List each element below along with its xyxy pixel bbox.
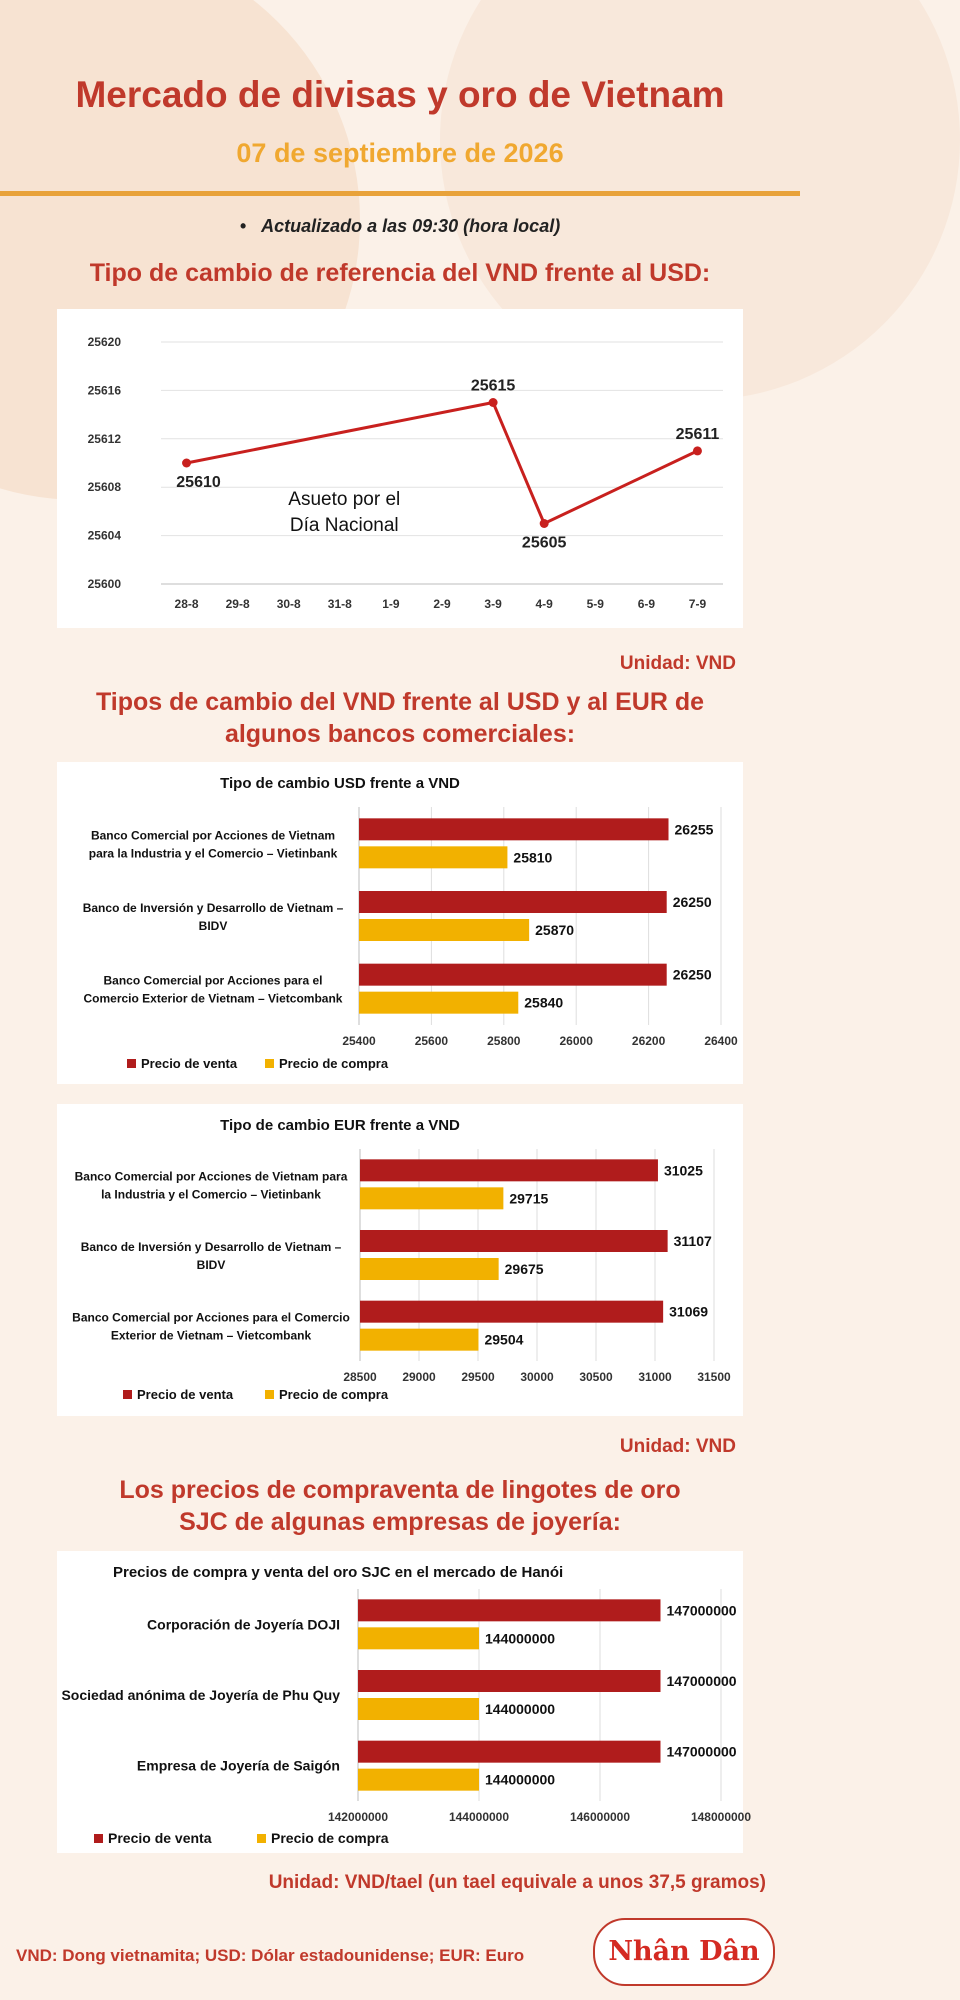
- update-note-text: Actualizado a las 09:30 (hora local): [261, 216, 561, 236]
- gold-bar-chart: [57, 1551, 752, 1853]
- header-rule: [0, 191, 800, 196]
- bar-buy: [360, 1258, 499, 1280]
- x-tick-label: 3-9: [484, 597, 502, 611]
- category-label: para la Industria y el Comercio – Vietinbank: [88, 846, 338, 861]
- bar-sell: [358, 1741, 661, 1763]
- bar-buy: [358, 1769, 479, 1791]
- bar-sell: [358, 1599, 661, 1621]
- x-tick-label: 6-9: [637, 597, 656, 611]
- page-title: Mercado de divisas y oro de Vietnam: [75, 74, 725, 115]
- x-tick-label: 7-9: [688, 597, 707, 611]
- holiday-annotation-line1: Asueto por el: [288, 489, 401, 510]
- data-label: 29675: [504, 1261, 544, 1277]
- x-tick-label: 26400: [704, 1034, 738, 1048]
- data-label: 25810: [513, 849, 553, 866]
- data-point: [489, 398, 498, 407]
- x-tick-label: 30000: [520, 1370, 554, 1384]
- data-label: 147000000: [666, 1673, 737, 1689]
- x-tick-label: 142000000: [327, 1810, 389, 1824]
- data-label: 25611: [675, 425, 720, 443]
- bar-sell: [360, 1159, 658, 1181]
- data-label: 144000000: [485, 1630, 556, 1647]
- x-tick-label: 29500: [461, 1370, 495, 1384]
- chart-title: Tipo de cambio USD frente a VND: [220, 775, 460, 792]
- x-tick-label: 31500: [697, 1370, 731, 1384]
- reference-rate-chart-card: [57, 309, 743, 628]
- update-note: • Actualizado a las 09:30 (hora local): [239, 216, 561, 236]
- x-tick-label: 29-8: [225, 597, 250, 611]
- x-tick-label: 30-8: [276, 597, 301, 611]
- category-label: Banco de Inversión y Desarrollo de Vietnam –: [80, 1240, 342, 1254]
- category-label: Banco Comercial por Acciones de Vietnam: [90, 828, 336, 843]
- x-tick-label: 1-9: [382, 597, 400, 611]
- eur-chart-card: [57, 1104, 743, 1416]
- category-label: Sociedad anónima de Joyería de Phu Quy: [61, 1687, 340, 1703]
- holiday-annotation-line2: Día Nacional: [289, 515, 399, 536]
- section-title-gold-line2: SJC de algunas empresas de joyería:: [179, 1508, 621, 1536]
- data-label: 25615: [470, 377, 516, 395]
- usd-bar-chart: [57, 762, 743, 1084]
- data-label: 29715: [509, 1190, 549, 1207]
- data-label: 25610: [176, 474, 221, 491]
- data-point: [540, 519, 549, 528]
- bar-buy: [359, 992, 518, 1014]
- data-label: 31069: [669, 1303, 709, 1320]
- data-label: 29504: [484, 1331, 524, 1348]
- x-tick-label: 26200: [631, 1034, 666, 1048]
- category-label: BIDV: [196, 1258, 226, 1272]
- x-tick-label: 25400: [342, 1034, 376, 1048]
- eur-bar-chart: [57, 1104, 743, 1416]
- series-line: [187, 403, 698, 524]
- unit-label-3: Unidad: VND/tael (un tael equivale a unos 37,5 gramos): [268, 1872, 766, 1893]
- data-point: [182, 459, 191, 468]
- abbreviations-note: VND: Dong vietnamita; USD: Dólar estadounidense; EUR: Euro: [16, 1946, 525, 1965]
- legend-swatch-buy: [265, 1390, 274, 1399]
- legend-label: Precio de venta: [141, 1056, 238, 1071]
- y-tick-label: 25600: [87, 577, 121, 591]
- data-point: [693, 446, 702, 455]
- legend-label: Precio de compra: [279, 1056, 389, 1071]
- x-tick-label: 146000000: [569, 1810, 631, 1824]
- data-label: 31025: [663, 1162, 703, 1179]
- bar-sell: [360, 1230, 668, 1252]
- x-tick-label: 28-8: [174, 597, 199, 611]
- y-tick-label: 25608: [87, 480, 121, 495]
- legend-swatch-buy: [257, 1834, 266, 1843]
- x-tick-label: 25800: [487, 1034, 521, 1048]
- category-label: Banco Comercial por Acciones de Vietnam para: [74, 1169, 348, 1184]
- y-tick-label: 25620: [87, 335, 121, 349]
- legend-swatch-sell: [94, 1834, 103, 1843]
- y-tick-label: 25604: [87, 528, 121, 543]
- x-tick-label: 29000: [402, 1370, 436, 1384]
- y-tick-label: 25612: [87, 431, 121, 446]
- section-title-bank-rates-line2: algunos bancos comerciales:: [224, 720, 576, 748]
- legend-label: Precio de compra: [271, 1830, 389, 1846]
- bar-buy: [360, 1329, 478, 1351]
- category-label: Banco Comercial por Acciones para el Comercio: [72, 1310, 350, 1325]
- x-tick-label: 31000: [638, 1370, 672, 1384]
- category-label: Banco de Inversión y Desarrollo de Vietnam –: [82, 901, 344, 915]
- nhan-dan-logo: [593, 1918, 775, 1986]
- x-tick-label: 25600: [414, 1034, 449, 1048]
- x-tick-label: 4-9: [535, 597, 553, 611]
- legend-swatch-buy: [265, 1059, 274, 1068]
- unit-label-2: Unidad: VND: [619, 1436, 736, 1457]
- bar-sell: [359, 818, 669, 840]
- legend-label: Precio de venta: [108, 1830, 212, 1846]
- page-date: 07 de septiembre de 2026: [236, 138, 564, 168]
- data-label: 144000000: [485, 1771, 556, 1788]
- legend-label: Precio de venta: [137, 1387, 234, 1402]
- x-tick-label: 26000: [559, 1034, 593, 1048]
- data-label: 26250: [672, 966, 712, 983]
- x-tick-label: 5-9: [586, 597, 604, 611]
- category-label: BIDV: [198, 919, 228, 933]
- data-label: 25605: [521, 534, 567, 552]
- usd-chart-card: [57, 762, 743, 1084]
- x-tick-label: 30500: [579, 1370, 613, 1384]
- legend-swatch-sell: [123, 1390, 132, 1399]
- x-tick-label: 31-8: [327, 597, 352, 611]
- data-label: 25840: [524, 994, 564, 1011]
- chart-title: Tipo de cambio EUR frente a VND: [220, 1117, 460, 1134]
- data-label: 147000000: [666, 1743, 737, 1760]
- data-label: 25870: [535, 922, 575, 938]
- bar-buy: [359, 846, 507, 868]
- legend-swatch-sell: [127, 1059, 136, 1068]
- category-label: la Industria y el Comercio – Vietinbank: [101, 1187, 321, 1202]
- bar-buy: [360, 1187, 503, 1209]
- category-label: Exterior de Vietnam – Vietcombank: [110, 1328, 312, 1343]
- category-label: Banco Comercial por Acciones para el: [103, 973, 323, 988]
- category-label: Empresa de Joyería de Saigón: [136, 1757, 340, 1774]
- chart-title: Precios de compra y venta del oro SJC en el mercado de Hanói: [113, 1564, 564, 1581]
- section-title-bank-rates: [0, 686, 800, 750]
- nhan-dan-logo-text: Nhân Dân: [608, 1936, 760, 1967]
- bar-buy: [359, 919, 529, 941]
- y-tick-label: 25616: [87, 383, 121, 398]
- bar-buy: [358, 1698, 479, 1720]
- section-title-gold: [0, 1474, 800, 1538]
- category-label: Corporación de Joyería DOJI: [147, 1616, 340, 1633]
- bar-sell: [360, 1301, 663, 1323]
- bar-buy: [358, 1627, 479, 1649]
- legend-label: Precio de compra: [279, 1387, 389, 1402]
- x-tick-label: 148000000: [690, 1810, 752, 1824]
- gold-chart-card: [57, 1551, 752, 1853]
- section-title-gold-line1: Los precios de compraventa de lingotes de oro: [119, 1476, 681, 1504]
- x-tick-label: 28500: [343, 1370, 377, 1384]
- data-label: 31107: [673, 1233, 712, 1249]
- unit-label-1: Unidad: VND: [619, 653, 736, 674]
- reference-rate-line-chart: [57, 309, 743, 628]
- x-tick-label: 2-9: [433, 597, 451, 611]
- section-title-reference-rate: Tipo de cambio de referencia del VND frente al USD:: [89, 259, 711, 287]
- category-label: Comercio Exterior de Vietnam – Vietcombank: [83, 991, 343, 1006]
- data-label: 147000000: [666, 1602, 737, 1619]
- section-title-bank-rates-line1: Tipos de cambio del VND frente al USD y al EUR de: [95, 688, 705, 716]
- bar-sell: [359, 964, 667, 986]
- data-label: 26255: [674, 821, 714, 838]
- data-label: 144000000: [485, 1701, 556, 1717]
- bar-sell: [359, 891, 667, 913]
- x-tick-label: 144000000: [448, 1810, 510, 1824]
- bar-sell: [358, 1670, 661, 1692]
- data-label: 26250: [672, 894, 712, 910]
